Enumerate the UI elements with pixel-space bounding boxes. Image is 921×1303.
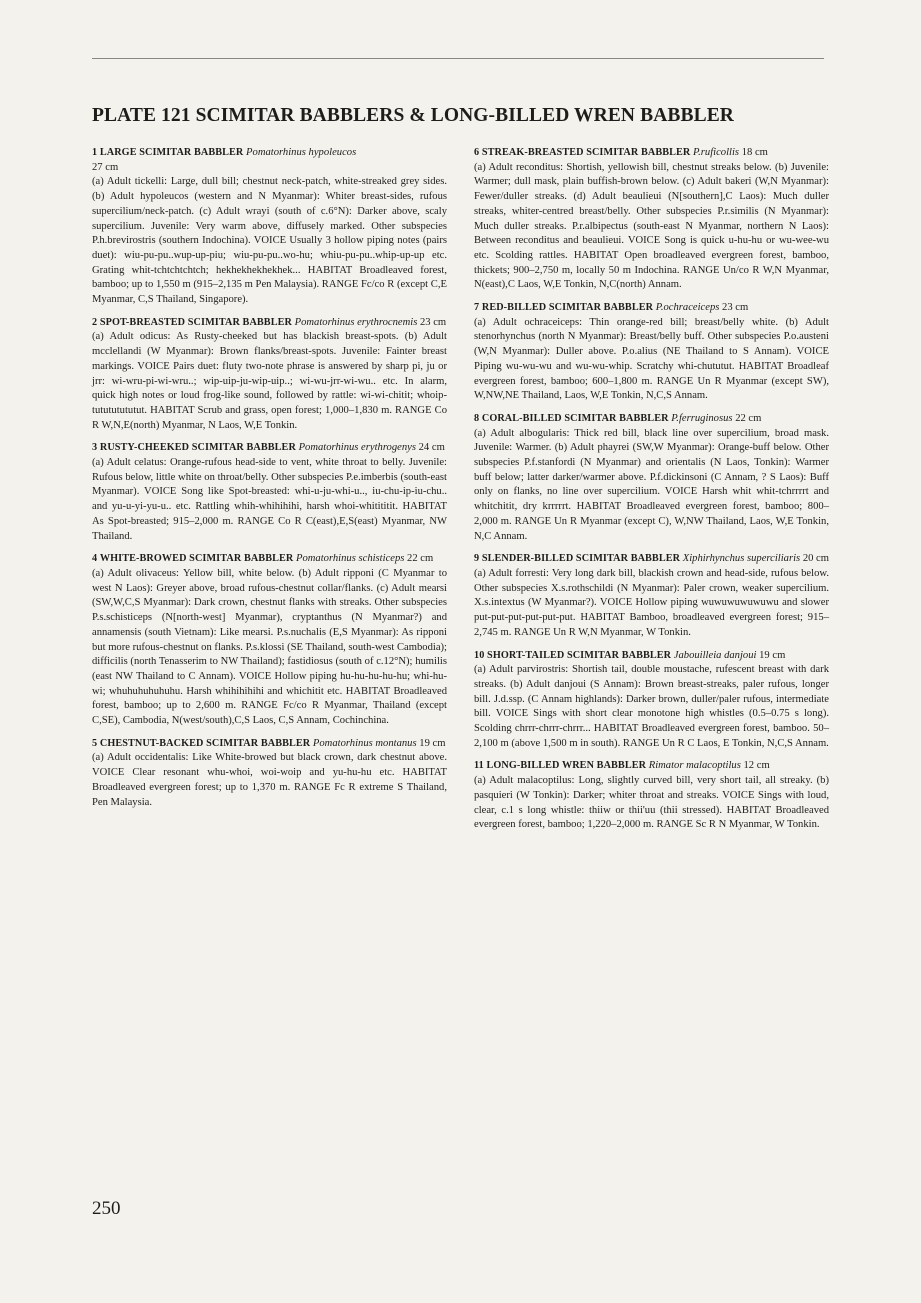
species-number: 9 — [474, 553, 480, 565]
species-entry-4 — [92, 552, 447, 728]
species-size: 27 cm — [92, 161, 119, 173]
species-description: (a) Adult celatus: Orange-rufous head-side to vent, white throat to belly. Juvenile: Rufous below, little white on throat/belly. Other subspecies P.e.imberbis (south-east Myanmar). VOICE Song like Spot-breasted: whi-u-ju-whi-u.., iu-chu-ip-iu-chu.. and yu-u-yi-yu-u.. etc. Rattling whih-whihihihi, harsh whoi-whitititit. HABITAT As Spot-breasted; 915–2,000 m. RANGE Co R C(east),E,S(east) Myanmar, NW Thailand. — [92, 457, 447, 542]
species-name: SLENDER-BILLED SCIMITAR BABBLER — [481, 553, 681, 565]
species-number: 8 — [474, 412, 480, 424]
species-size: 18 cm — [741, 147, 768, 158]
species-entry-8 — [474, 412, 829, 544]
species-number: 2 — [92, 316, 98, 328]
species-scientific-name: Rimator malacoptilus — [648, 760, 741, 772]
species-description: (a) Adult forresti: Very long dark bill, blackish crown and head-side, rufous below. Other subspecies X.s.rothschildi (N Myanmar): Paler crown, weaker supercilium. X.s.intextus (W Myanmar?). VOICE Hollow piping wuwuwuwuwuwu and slower put-put-put-put-put-put. HABITAT Bamboo, broadleaved evergreen forest; 915–2,745 m. RANGE Un R W,N Myanmar, W Tonkin. — [474, 567, 829, 638]
species-size: 19 cm — [419, 737, 446, 749]
species-number: 10 — [474, 649, 485, 661]
species-description: (a) Adult malacoptilus: Long, slightly curved bill, very short tail, all streaky. (b) pasquieri (W Tonkin): Darker; whiter throat and streaks. VOICE Sings with loud, clear, c.1 s long whistle: thiiw or thii'uu (thii stressed). HABITAT Broadleaved evergreen forest, bamboo; 1,220–2,000 m. RANGE Sc R N Myanmar, W Tonkin. — [474, 775, 829, 831]
species-name: CORAL-BILLED SCIMITAR BABBLER — [481, 412, 669, 424]
species-entry-3 — [92, 441, 447, 544]
species-description: (a) Adult tickelli: Large, dull bill; chestnut neck-patch, white-streaked grey sides. (b) Adult hypoleucos (western and N Myanmar): Whiter breast-sides, rufous supercilium/neck-patch. (c) Adult wrayi (south of c.6°N): Darker above, scaly supercilium. Juvenile: Very warm above, diffusely marked. Other subspecies P.h.brevirostris (southern Indochina). VOICE Usually 3 hollow piping notes (pairs duet): wiu-pu-pu..wup-up-piu; wiu-pu-pu..wo-hu; whiu-pu-pu..whip-up-up etc. Grating whit-tchtchtchtch; hekhekhekhekhek... HABITAT Broadleaved forest, bamboo; up to 1,550 m (915–2,135 m Pen Malaysia). RANGE Fc/co R (except C,E Myanmar, C,S Thailand, Singapore). — [92, 176, 447, 306]
species-size: 19 cm — [759, 649, 786, 661]
species-description: (a) Adult occidentalis: Like White-browed but black crown, dark chestnut above. VOICE Clear resonant whu-whoi, woi-woip and yu-hu-hu etc. HABITAT Broadleaved evergreen forest; up to 1,370 m. RANGE Fc R extreme S Thailand, Pen Malaysia. — [92, 752, 447, 808]
species-description: (a) Adult albogularis: Thick red bill, black line over supercilium, broad mask. Juvenile: Warmer. (b) Adult phayrei (SW,W Myanmar): Orange-buff below. Other subspecies P.f.stanfordi (N Myanmar) and orientalis (N Laos, Tonkin): Warmer buff below; latter darker/warmer above. P.f.dickinsoni (C Annam, ? S Laos): Buff only on flanks, no line over supercilium. VOICE Harsh whit whit-tchrrrrt and whitchitit, dry krrrrrt. HABITAT Broadleaved evergreen forest, bamboo; 800–2,000 m. RANGE Un R Myanmar (except C), W,NW Thailand, Laos, W,E Tonkin, N,C Annam. — [474, 427, 829, 542]
species-size: 23 cm — [722, 302, 749, 314]
species-size: 23 cm — [419, 316, 447, 328]
species-name: CHESTNUT-BACKED SCIMITAR BABBLER — [99, 737, 311, 749]
species-scientific-name: Pomatorhinus hypoleucos — [246, 147, 357, 158]
page-number: 250 — [92, 1198, 121, 1219]
species-size: 24 cm — [418, 442, 445, 454]
species-name: STREAK-BREASTED SCIMITAR BABBLER — [481, 147, 691, 158]
species-name: SHORT-TAILED SCIMITAR BABBLER — [487, 649, 672, 661]
species-name: SPOT-BREASTED SCIMITAR BABBLER — [99, 316, 292, 328]
species-number: 7 — [474, 302, 480, 314]
species-size: 12 cm — [743, 760, 770, 772]
species-scientific-name: Jabouilleia danjoui — [673, 649, 757, 661]
plate-title: PLATE 121 SCIMITAR BABBLERS & LONG-BILLED WREN BABBLER — [92, 105, 734, 126]
species-entry-11 — [474, 759, 829, 833]
species-name: LONG-BILLED WREN BABBLER — [486, 760, 647, 772]
species-number: 3 — [92, 442, 98, 454]
species-entry-1 — [92, 146, 447, 308]
left-column — [92, 146, 447, 818]
species-scientific-name: Pomatorhinus erythrocnemis — [294, 316, 418, 328]
species-number: 11 — [474, 760, 484, 772]
species-name: LARGE SCIMITAR BABBLER — [99, 147, 244, 158]
species-name: RED-BILLED SCIMITAR BABBLER — [481, 302, 654, 314]
species-description: (a) Adult olivaceus: Yellow bill, white below. (b) Adult ripponi (C Myanmar to west N Laos): Greyer above, broad rufous-chestnut collar/flanks. (c) Adult mearsi (SW,W,C,S Myanmar): Dark crown, chestnut flanks with streaks. Other subspecies P.s.schisticeps (N[north-west] Myanmar), cryptanthus (N Myanmar?) and annamensis (south Vietnam): Like mearsi. P.s.nuchalis (E,S Myanmar): As ripponi but more rufous-chestnut on flanks. P.s.klossi (SE Thailand, south-west Cambodia); difficilis (north Tenasserim to NW Thailand); fastidiosus (south of c.12°N); humilis (east NW Thailand to C Annam). VOICE Hollow piping hu-hu-hu-hu-hu; whi-hu-wi; whuhuhuhuhuhu. Harsh whihihihihi and whichitit etc. HABITAT Broadleaved forest, bamboo; up to 2,600 m. RANGE Fc/co R Myanmar, Thailand (except C,SE), Cambodia, N(west/south),C,S Laos, C,S Annam, Cochinchina. — [92, 567, 447, 727]
species-name: WHITE-BROWED SCIMITAR BABBLER — [99, 553, 294, 565]
species-number: 5 — [92, 737, 98, 749]
species-number: 4 — [92, 553, 98, 565]
species-scientific-name: Pomatorhinus schisticeps — [296, 553, 405, 565]
species-scientific-name: P.ochraceiceps — [655, 302, 720, 314]
species-name: RUSTY-CHEEKED SCIMITAR BABBLER — [99, 442, 296, 454]
species-entry-10 — [474, 649, 829, 752]
right-column — [474, 146, 829, 841]
species-entry-7 — [474, 301, 829, 404]
species-description: (a) Adult odicus: As Rusty-cheeked but has blackish breast-spots. (b) Adult mcclellandi (W Myanmar): Brown flanks/breast-spots. Juvenile: Fainter breast markings. VOICE Pairs duet: fluty two-note phrase is answered by sharp pi, ju or jrr: wi-wru-pi-wi-wru..; wip-uip-ju-wip-uip..; wi-wu-jrr-wi-wu.. etc. In alarm, quick high notes or loud frog-like sound, followed by rattle: wi-wi-chitit; whoip-tutututututut. HABITAT Scrub and grass, open forest; 1,000–1,830 m. RANGE Co R W,N,E(north) Myanmar, N Laos, W,E Tonkin. — [92, 331, 447, 431]
species-scientific-name: P.ruficollis — [693, 147, 740, 158]
species-description: (a) Adult parvirostris: Shortish tail, double moustache, rufescent breast with dark streaks. (b) Adult danjoui (S Annam): Brown breast-streaks, paler rufous, longer bill. J.d.ssp. (C Annam highlands): Darker brown, duller/paler rufous, intermediate bill. VOICE Sings with short clear monotone high whistles (0.5–0.75 s long). Scolding chrrr-chrrr-chrrr... HABITAT Broadleaved evergreen forest, bamboo. 50–2,100 m (above 1,500 m in south). RANGE Un R C Laos, E Tonkin, N,C,S Annam. — [474, 664, 829, 749]
species-description: (a) Adult ochraceiceps: Thin orange-red bill; breast/belly white. (b) Adult stenorhynchus (north N Myanmar): Breast/belly buff. Other subspecies P.o.austeni (W,N Myanmar): Duller above. P.o.alius (NE Thailand to S Annam). VOICE Piping wu-wu-wu and wu-wu-whip. Scratchy whi-chututut. HABITAT Broadleaf evergreen forest, bamboo; 600–1,800 m. RANGE Un R Myanmar (except SW), W,NW,NE Thailand, Laos, W,E Tonkin, N,C,S Annam. — [474, 316, 829, 402]
species-entry-5 — [92, 737, 447, 811]
species-number: 1 — [92, 147, 98, 158]
species-number: 6 — [474, 147, 480, 158]
species-description: (a) Adult reconditus: Shortish, yellowish bill, chestnut streaks below. (b) Juvenile: Warmer; dull mask, plain buffish-brown below. (c) Adult bakeri (W,N Myanmar): Fewer/duller streaks. (d) Adult beaulieui (N[southern],C Laos): Much duller streaks, whiter-centred breast/belly. Other subspecies P.r.similis (N Myanmar): Much duller streaks. P.r.albipectus (south-east N Myanmar, northern N Laos): Between reconditus and beaulieui. VOICE Song is quick u-hu-hu or wu-wee-wu etc. Scolding rattles. HABITAT Open broadleaved evergreen forest, bamboo, thickets; 900–2,750 m, locally 50 m Indochina. RANGE Un/co R W,N Myanmar, N(east),C Laos, W,E Tonkin, N,C(north) Annam. — [474, 161, 829, 291]
species-entry-6 — [474, 146, 829, 293]
species-size: 22 cm — [407, 553, 434, 565]
species-scientific-name: Pomatorhinus erythrogenys — [298, 442, 416, 454]
top-rule — [92, 58, 824, 59]
species-size: 20 cm — [802, 553, 829, 565]
species-scientific-name: Xiphirhynchus superciliaris — [682, 553, 801, 565]
species-scientific-name: Pomatorhinus montanus — [312, 737, 417, 749]
species-scientific-name: P.ferruginosus — [671, 412, 733, 424]
species-size: 22 cm — [735, 412, 762, 424]
species-entry-2 — [92, 316, 447, 434]
species-entry-9 — [474, 552, 829, 640]
